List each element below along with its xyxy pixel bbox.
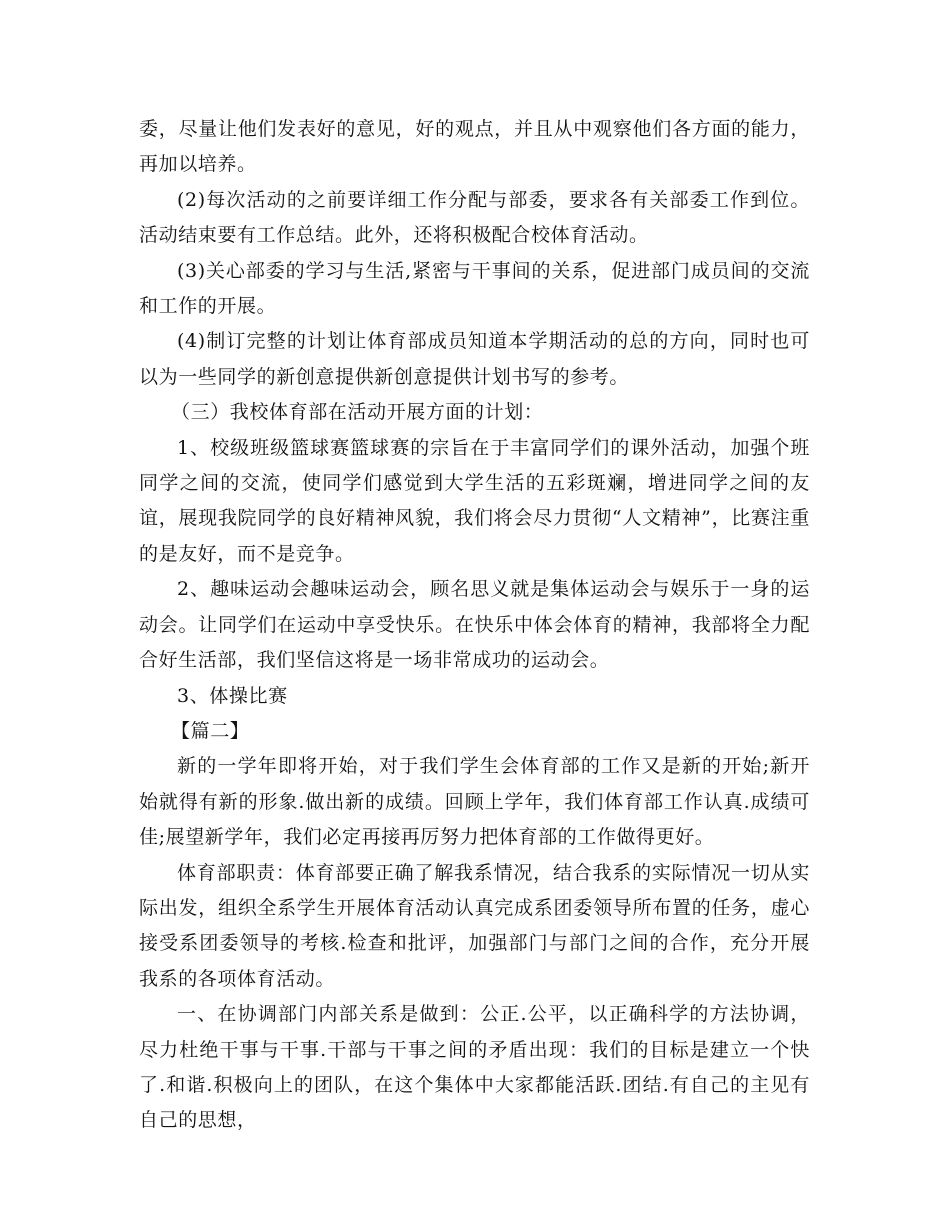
paragraph-duties: 体育部职责：体育部要正确了解我系情况，结合我系的实际情况一切从实际出发，组织全系学生开展体育活动认真完成系团委领导所布置的任务，虚心接受系团委领导的考核.检查和批评，加强部门与部门之间的合作，充分开展我系的各项体育活动。 <box>139 861 810 990</box>
section-heading-part-two: 【篇二】 <box>171 719 250 742</box>
document-body <box>139 112 810 1139</box>
paragraph-item-2: (2)每次活动的之前要详细工作分配与部委，要求各有关部委工作到位。活动结束要有工作总结。此外，还将积极配合校体育活动。 <box>139 188 810 247</box>
paragraph-item-3: (3)关心部委的学习与生活,紧密与干事间的关系，促进部门成员间的交流和工作的开展。 <box>139 259 810 318</box>
paragraph-basketball: 1、校级班级篮球赛篮球赛的宗旨在于丰富同学们的课外活动，加强个班同学之间的交流，使同学们感觉到大学生活的五彩斑斓，增进同学之间的友谊，展现我院同学的良好精神风貌，我们将会尽力贯彻“人文精神”，比赛注重的是友好，而不是竞争。 <box>139 436 810 565</box>
paragraph-new-year: 新的一学年即将开始，对于我们学生会体育部的工作又是新的开始;新开始就得有新的形象.做出新的成绩。回顾上学年，我们体育部工作认真.成绩可佳;展望新学年，我们必定再接再厉努力把体育部的工作做得更好。 <box>139 755 810 849</box>
paragraph-coordination: 一、在协调部门内部关系是做到：公正.公平，以正确科学的方法协调，尽力杜绝干事与干事.干部与干事之间的矛盾出现：我们的目标是建立一个快了.和谐.积极向上的团队，在这个集体中大家都能活跃.团结.有自己的主见有自己的思想， <box>139 1003 810 1132</box>
paragraph-continuation: 委，尽量让他们发表好的意见，好的观点，并且从中观察他们各方面的能力，再加以培养。 <box>139 118 810 176</box>
paragraph-fun-sports: 2、趣味运动会趣味运动会，顾名思义就是集体运动会与娱乐于一身的运动会。让同学们在运动中享受快乐。在快乐中体会体育的精神，我部将全力配合好生活部，我们坚信这将是一场非常成功的运动会。 <box>139 578 810 672</box>
section-heading-activity-plan: （三）我校体育部在活动开展方面的计划： <box>171 401 544 424</box>
paragraph-gymnastics: 3、体操比赛 <box>177 684 288 707</box>
paragraph-item-4: (4)制订完整的计划让体育部成员知道本学期活动的总的方向，同时也可以为一些同学的新创意提供新创意提供计划书写的参考。 <box>139 330 810 388</box>
